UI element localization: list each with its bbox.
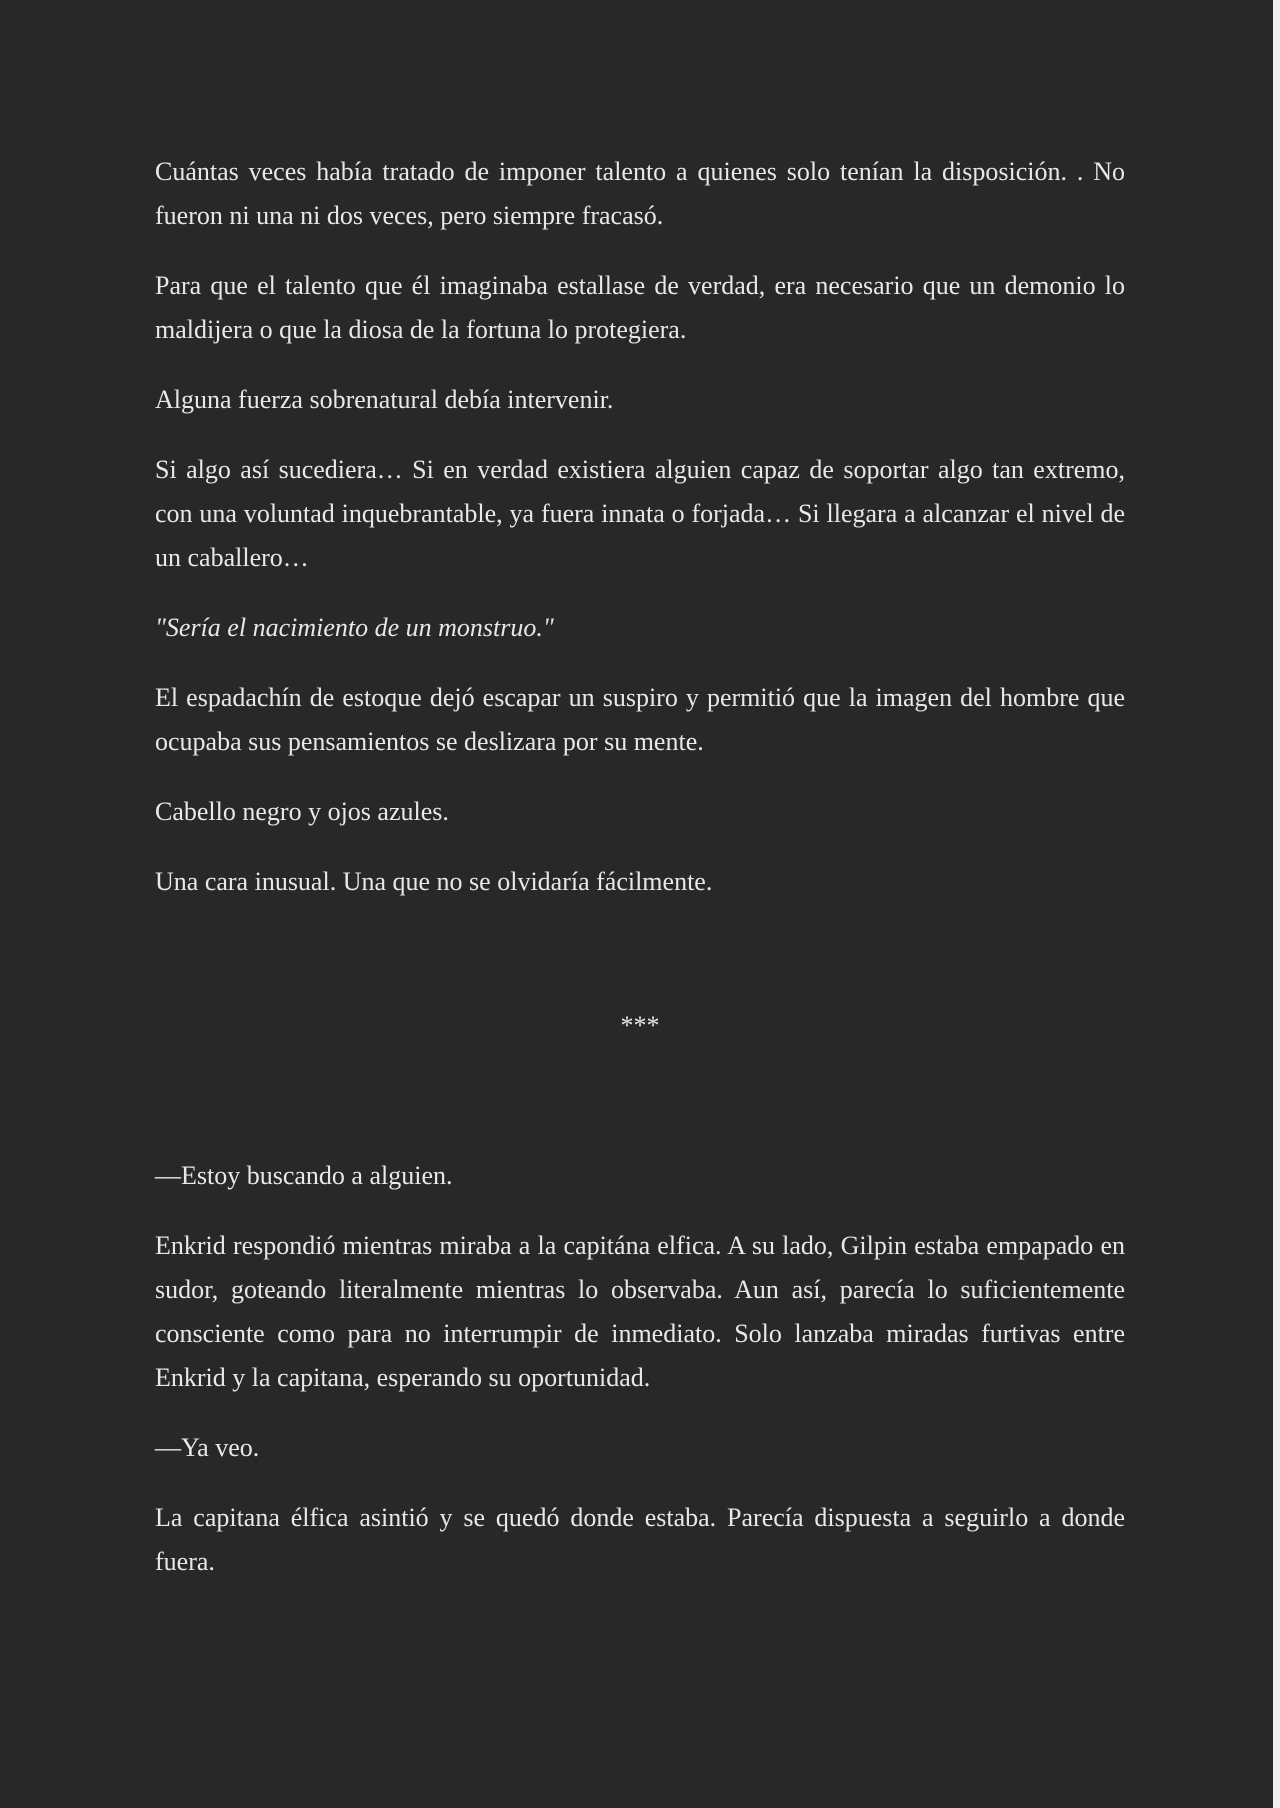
paragraph: Una cara inusual. Una que no se olvidaría fácilmente.: [155, 867, 713, 896]
paragraph: La capitana élfica asintió y se quedó donde estaba. Parecía dispuesta a seguirlo a donde fuera.: [155, 1503, 1125, 1576]
paragraph: Cabello negro y ojos azules.: [155, 797, 449, 826]
paragraph: Enkrid respondió mientras miraba a la capitána elfica. A su lado, Gilpin estaba empapado en sudor, goteando literalmente mientras lo observaba. Aun así, parecía lo suficientemente consciente como para no interrumpir de inmediato. Solo lanzaba miradas furtivas entre Enkrid y la capitana, esperando su oportunidad.: [155, 1231, 1125, 1392]
paragraph: El espadachín de estoque dejó escapar un suspiro y permitió que la imagen del hombre que ocupaba sus pensamientos se deslizara por su mente.: [155, 683, 1125, 756]
paragraph: Si algo así sucediera… Si en verdad existiera alguien capaz de soportar algo tan extremo, con una voluntad inquebrantable, ya fuera innata o forjada… Si llegara a alcanzar el nivel de un caballero…: [155, 455, 1125, 572]
scene-separator: ***: [620, 1011, 660, 1040]
paragraph: Para que el talento que él imaginaba estallase de verdad, era necesario que un demonio lo maldijera o que la diosa de la fortuna lo protegiera.: [155, 271, 1125, 344]
paragraph: Alguna fuerza sobrenatural debía intervenir.: [155, 385, 614, 414]
paragraph: —Estoy buscando a alguien.: [155, 1161, 453, 1190]
paragraph-italic-thought: "Sería el nacimiento de un monstruo.": [155, 613, 554, 642]
scrollbar-track[interactable]: [1273, 0, 1280, 1808]
paragraph: —Ya veo.: [155, 1433, 260, 1462]
reader-page: [155, 150, 1125, 1610]
paragraph: Cuántas veces había tratado de imponer talento a quienes solo tenían la disposición. . No fueron ni una ni dos veces, pero siempre fracasó.: [155, 157, 1125, 230]
